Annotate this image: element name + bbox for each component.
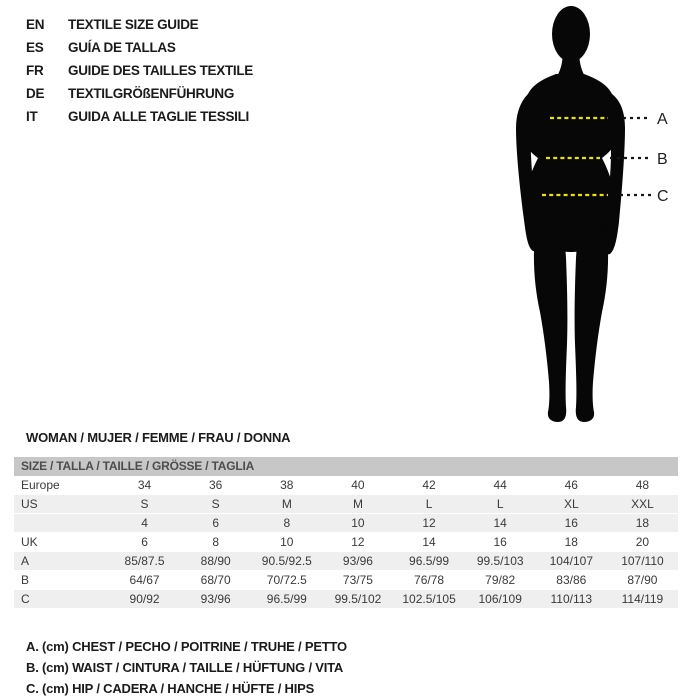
table-cell: XXL [631,497,654,511]
table-cell: L [425,497,433,511]
table-cell: 40 [351,478,365,492]
silhouette-right-leg [575,225,608,422]
language-row-it [26,105,253,128]
language-code: IT [26,109,38,124]
legend-hip: C. (cm) HIP / CADERA / HANCHE / HÜFTE / HIPS [26,681,315,696]
language-row-fr [26,59,253,82]
table-cell: 90/92 [129,592,160,606]
table-row-chest [14,552,678,571]
table-cell: 102.5/105 [402,592,456,606]
table-cell: 8 [212,535,220,549]
table-cell: 10 [351,516,365,530]
row-label: US [21,497,38,511]
table-row-hip [14,590,678,609]
language-row-en [26,13,253,36]
language-code: DE [26,86,45,101]
language-row-de [26,82,253,105]
language-code: ES [26,40,44,55]
table-row-europe [14,476,678,495]
row-label: UK [21,535,38,549]
table-cell: 99.5/103 [476,554,524,568]
row-label: A [21,554,30,568]
table-cell: 46 [564,478,578,492]
table-cell: 42 [422,478,436,492]
table-cell: 6 [212,516,220,530]
row-label: B [21,573,30,587]
table-cell: 14 [422,535,436,549]
guide-title: TEXTILGRÖßENFÜHRUNG [68,86,235,101]
table-cell: 20 [635,535,650,549]
size-table [14,457,678,609]
table-cell: 68/70 [200,573,231,587]
table-cell: 34 [137,478,152,492]
table-cell: 85/87.5 [124,554,165,568]
table-cell: 107/110 [621,554,664,568]
table-cell: 14 [493,516,507,530]
table-cell: 16 [564,516,578,530]
table-cell: 48 [635,478,650,492]
table-cell: 88/90 [200,554,231,568]
legend-waist: B. (cm) WAIST / CINTURA / TAILLE / HÜFTUNG / VITA [26,660,344,675]
row-label: Europe [21,478,60,492]
marker-c-label: C [657,188,669,205]
table-cell: 73/75 [342,573,373,587]
table-cell: 70/72.5 [266,573,307,587]
guide-title: GUÍA DE TALLAS [68,40,176,55]
table-cell: 99.5/102 [334,592,382,606]
table-cell: 18 [635,516,650,530]
guide-title: GUIDE DES TAILLES TEXTILE [68,63,254,78]
table-row-us-numeric [14,514,678,533]
language-code: EN [26,17,45,32]
measurement-legend [26,636,347,699]
row-label: C [21,592,30,606]
table-cell: 8 [283,516,291,530]
table-cell: 38 [280,478,294,492]
table-cell: L [496,497,504,511]
table-cell: 12 [422,516,436,530]
table-cell: 106/109 [478,592,522,606]
table-cell: 90.5/92.5 [261,554,312,568]
language-row-es [26,36,253,59]
table-cell: M [352,497,363,511]
table-row-waist [14,571,678,590]
table-cell: 6 [141,535,148,549]
guide-title: GUIDA ALLE TAGLIE TESSILI [68,109,249,124]
language-code: FR [26,63,44,78]
table-row-us [14,495,678,514]
table-cell: 76/78 [414,573,445,587]
table-cell: 87/90 [627,573,658,587]
table-cell: 16 [493,535,507,549]
table-cell: 96.5/99 [266,592,307,606]
table-cell: S [140,497,149,511]
table-cell: 36 [209,478,223,492]
table-cell: 79/82 [485,573,516,587]
table-cell: 93/96 [200,592,231,606]
table-cell: 96.5/99 [409,554,450,568]
table-header: SIZE / TALLA / TAILLE / GRÖSSE / TAGLIA [14,457,678,476]
table-cell: 18 [564,535,578,549]
language-list [26,13,253,128]
legend-chest: A. (cm) CHEST / PECHO / POITRINE / TRUHE / PETTO [26,639,347,654]
table-cell: 110/113 [550,592,593,606]
table-cell: 10 [280,535,294,549]
section-title: WOMAN / MUJER / FEMME / FRAU / DONNA [26,430,291,445]
table-cell: S [211,497,220,511]
silhouette-left-leg [534,225,567,422]
marker-a-label: A [657,111,668,128]
table-cell: 4 [141,516,148,530]
table-cell: 64/67 [129,573,160,587]
guide-title: TEXTILE SIZE GUIDE [68,17,199,32]
table-cell: 114/119 [621,592,664,606]
row-label [14,514,109,532]
table-cell: 83/86 [556,573,587,587]
table-cell: M [281,497,292,511]
table-cell: XL [563,497,579,511]
table-cell: 104/107 [549,554,593,568]
table-cell: 12 [351,535,365,549]
woman-silhouette [470,0,700,430]
marker-b-label: B [657,151,668,168]
table-row-uk [14,533,678,552]
table-cell: 93/96 [342,554,373,568]
table-cell: 44 [493,478,507,492]
